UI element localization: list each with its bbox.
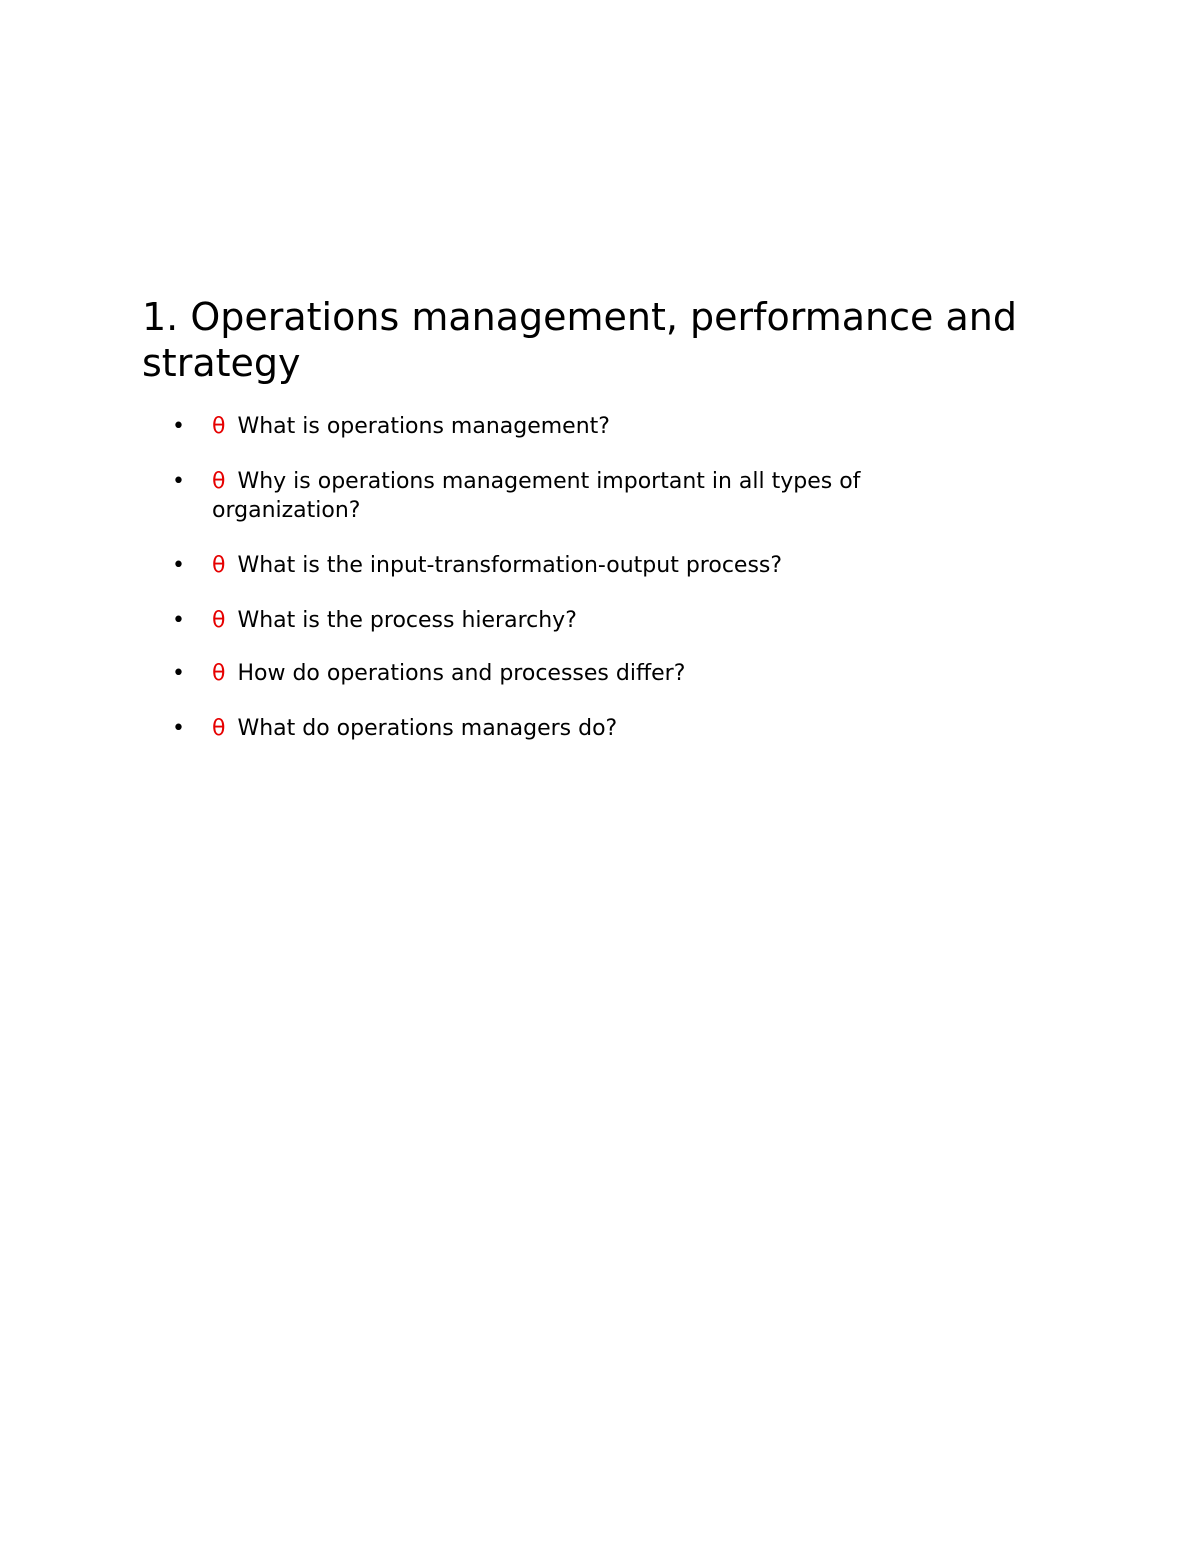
theta-icon: θ: [212, 553, 226, 578]
theta-icon: θ: [212, 716, 226, 741]
theta-icon: θ: [212, 608, 226, 633]
theta-icon: θ: [212, 414, 226, 439]
bullet-icon: •: [172, 661, 185, 686]
page-title: 1. Operations management, performance and strategy: [142, 295, 1017, 385]
list-item-text: What is operations management?: [237, 414, 610, 439]
list-item-body: [212, 551, 932, 580]
list-item-body: [212, 467, 932, 525]
list-item-body: [212, 412, 932, 441]
bullet-icon: •: [172, 608, 185, 633]
bullet-icon: •: [172, 553, 185, 578]
bullet-icon: •: [172, 716, 185, 741]
list-item-text: What is the input-transformation-output process?: [237, 553, 783, 578]
theta-icon: θ: [212, 661, 226, 686]
list-item-body: [212, 714, 932, 743]
bullet-icon: •: [172, 414, 185, 439]
list-item-body: [212, 606, 932, 635]
theta-icon: θ: [212, 469, 226, 494]
list-item-text: Why is operations management important in all types of organization?: [212, 469, 861, 523]
list-item-text: What is the process hierarchy?: [237, 608, 577, 633]
list-item-text: How do operations and processes differ?: [237, 661, 686, 686]
list-item-text: What do operations managers do?: [237, 716, 618, 741]
bullet-icon: •: [172, 469, 185, 494]
list-item-body: [212, 659, 932, 688]
